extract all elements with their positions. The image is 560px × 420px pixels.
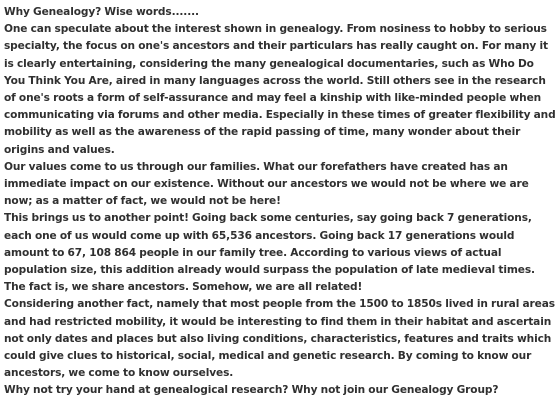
text-line: You Think You Are, aired in many languages across the world. Still others see in the research — [4, 74, 546, 87]
text-line: not only dates and places but also living conditions, characteristics, features and traits which — [4, 332, 552, 345]
text-line: population size, this addition already would surpass the population of late medieval times. — [4, 264, 535, 277]
text-line: specialty, the focus on one's ancestors and their particulars has really caught on. For many it — [4, 40, 548, 53]
text-line: The fact is, we share ancestors. Somehow, we are all related! — [4, 281, 363, 294]
text-line: immediate impact on our existence. Without our ancestors we would not be where we are — [4, 178, 529, 191]
text-line: This brings us to another point! Going back some centuries, say going back 7 generations, — [4, 212, 532, 225]
doc-title: Why Genealogy? Wise words....... — [4, 6, 199, 18]
closing-line: Why not try your hand at genealogical research? Why not join our Genealogy Group? — [4, 384, 499, 397]
text-line: origins and values. — [4, 143, 115, 156]
text-line: could give clues to historical, social, medical and genetic research. By coming to know our — [4, 350, 532, 363]
text-line: is clearly entertaining, considering the many genealogical documentaries, such as Who Do — [4, 57, 534, 70]
text-line: Considering another fact, namely that most people from the 1500 to 1850s lived in rural areas — [4, 298, 555, 311]
document-body — [4, 4, 556, 400]
text-line: amount to 67, 108 864 people in our family tree. According to various views of actual — [4, 246, 502, 259]
text-line: communicating via forums and other media. Especially in these times of greater flexibility and — [4, 109, 556, 122]
text-line: and had restricted mobility, it would be interesting to find them in their habitat and ascertain — [4, 315, 552, 328]
text-line: One can speculate about the interest shown in genealogy. From nosiness to hobby to serious — [4, 23, 547, 36]
text-line: Our values come to us through our families. What our forefathers have created has an — [4, 160, 508, 173]
text-line: ancestors, we come to know ourselves. — [4, 367, 234, 380]
text-line: mobility as well as the awareness of the rapid passing of time, many wonder about their — [4, 126, 521, 139]
text-line: each one of us would come up with 65,536 ancestors. Going back 17 generations would — [4, 229, 515, 242]
text-line: of one's roots a form of self-assurance and may feel a kinship with like-minded people when — [4, 92, 542, 105]
text-line: now; as a matter of fact, we would not be here! — [4, 195, 281, 208]
